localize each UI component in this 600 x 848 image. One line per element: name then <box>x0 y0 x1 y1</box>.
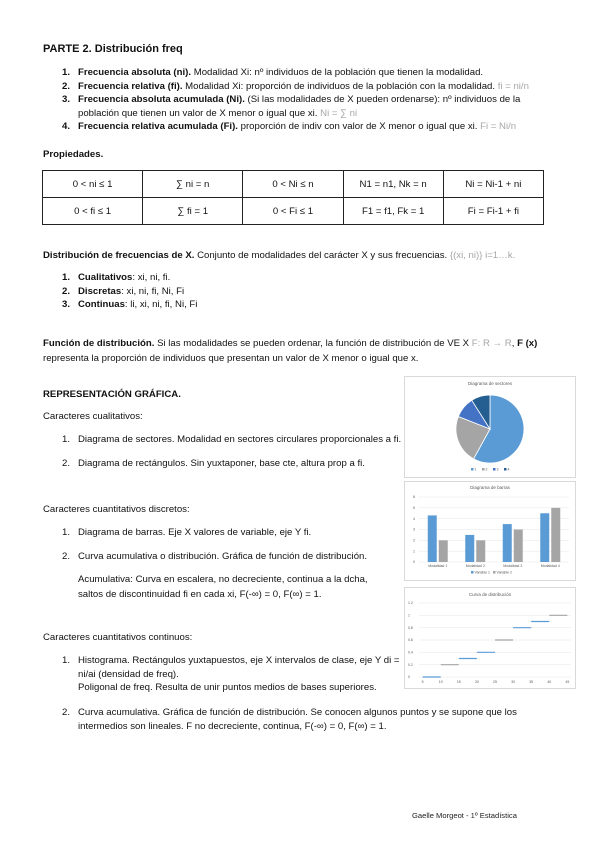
y-tick-label: 3 <box>413 527 415 532</box>
item-number: 3. <box>62 299 71 310</box>
list-item <box>62 457 422 471</box>
x-tick-label: Modalidad 3 <box>503 564 523 568</box>
chart-title: Curva de distribución <box>468 592 512 597</box>
item-text: Diagrama de sectores. Modalidad en sectores circulares proporcionales a fi. <box>78 434 402 445</box>
bar-chart <box>404 481 576 581</box>
distribution-function-paragraph <box>43 336 553 366</box>
y-tick-label: 1 <box>408 613 410 618</box>
definition-item <box>62 120 562 134</box>
x-tick-label: 20 <box>474 680 479 684</box>
legend-label: 3 <box>496 467 499 472</box>
dist-function-text-end: representa la proporción de individuos que presentan un valor de X menor o igual que x. <box>43 353 419 364</box>
definition-text: Modalidad Xi: proporción de individuos de la población con la modalidad. <box>182 80 498 92</box>
discrete-heading: Caracteres cuantitativos discretos: <box>43 504 190 515</box>
bar <box>503 524 512 562</box>
table-cell: 0 < Ni ≤ n <box>243 171 343 198</box>
item-text: Diagrama de barras. Eje X valores de variable, eje Y fi. <box>78 527 312 538</box>
item-number: 2. <box>62 457 71 469</box>
discrete-note: Acumulativa: Curva en escalera, no decreciente, continua a la dcha, saltos de discontinuidad fi en cada xi, F(-∞) = 0, F(∞) = 1. <box>78 574 368 600</box>
table-cell: ∑ ni = n <box>143 171 243 198</box>
table-row <box>43 171 544 198</box>
table-cell: 0 < Fi ≤ 1 <box>243 198 343 225</box>
item-text: Diagrama de rectángulos. Sin yuxtaponer, base cte, altura prop a fi. <box>78 457 365 469</box>
table-cell: 0 < fi ≤ 1 <box>43 198 143 225</box>
continuous-heading: Caracteres cuantitativos continuos: <box>43 632 193 643</box>
properties-heading: Propiedades. <box>43 149 104 160</box>
qualitative-heading: Caracteres cualitativos: <box>43 411 143 422</box>
x-tick-label: 40 <box>547 680 552 684</box>
dist-function-term: Función de distribución. <box>43 338 155 349</box>
bar <box>540 513 549 562</box>
discrete-list <box>62 526 402 563</box>
y-tick-label: 1.2 <box>408 601 413 606</box>
bar <box>439 540 448 562</box>
dist-function-formula: F: R → R <box>471 338 512 349</box>
list-item <box>62 550 402 564</box>
bar <box>551 508 560 562</box>
x-tick-label: Modalidad 4 <box>540 564 560 568</box>
y-tick-label: 5 <box>413 506 415 511</box>
table-cell: ∑ fi = 1 <box>143 198 243 225</box>
type-item <box>62 285 462 299</box>
bar <box>428 515 437 562</box>
x-tick-label: Modalidad 2 <box>465 564 485 568</box>
x-tick-label: 10 <box>438 680 443 684</box>
item-number: 4. <box>62 121 71 132</box>
y-tick-label: 0.2 <box>408 662 413 667</box>
distribution-types-list <box>62 271 462 312</box>
item-extra: Poligonal de freq. Resulta de unir puntos medios de bases superiores. <box>78 682 377 693</box>
definition-text: (Si las modalidades de X pueden ordenarse): nº individuos de la población que tienen un valor de X menor o igual que xi. <box>78 94 521 119</box>
definition-item <box>62 66 562 80</box>
type-text: : li, xi, ni, fi, Ni, Fi <box>124 299 198 310</box>
legend-swatch <box>471 468 474 471</box>
distribution-formula: {(xi, ni)} i=1…k. <box>449 250 516 261</box>
y-tick-label: 0.4 <box>408 650 413 655</box>
y-tick-label: 0.8 <box>408 625 413 630</box>
legend-label: 1 <box>474 467 477 472</box>
continuous-list-2 <box>62 706 552 733</box>
y-tick-label: 0 <box>408 675 410 680</box>
table-cell: Ni = Ni-1 + ni <box>443 171 543 198</box>
legend-swatch <box>471 571 474 574</box>
item-number: 2. <box>62 80 71 92</box>
x-tick-label: 35 <box>529 680 534 684</box>
table-row <box>43 198 544 225</box>
properties-table <box>42 170 544 225</box>
dist-function-fx: F (x) <box>517 338 538 349</box>
definition-term: Frecuencia absoluta acumulada (Ni). <box>78 94 245 105</box>
table-cell: 0 < ni ≤ 1 <box>43 171 143 198</box>
item-number: 1. <box>62 434 71 445</box>
page-title: PARTE 2. Distribución freq <box>43 43 183 55</box>
legend-label: Variable 1 <box>474 570 491 575</box>
y-tick-label: 2 <box>413 538 415 543</box>
continuous-list-1 <box>62 654 407 695</box>
chart-title: Diagrama de barras <box>470 485 510 490</box>
legend-label: Variable 2 <box>496 570 513 575</box>
y-tick-label: 0.6 <box>408 638 413 643</box>
y-tick-label: 1 <box>413 549 415 554</box>
item-number: 2. <box>62 550 71 562</box>
type-item <box>62 271 462 285</box>
item-number: 1. <box>62 655 71 666</box>
definition-term: Frecuencia relativa acumulada (Fi). <box>78 121 238 132</box>
dist-function-text: Si las modalidades se pueden ordenar, la función de distribución de VE X <box>154 338 472 349</box>
graphic-heading: REPRESENTACIÓN GRÁFICA. <box>43 389 181 400</box>
list-item <box>62 706 552 733</box>
item-number: 3. <box>62 94 71 105</box>
legend-swatch <box>504 468 507 471</box>
bar <box>465 535 474 562</box>
item-text: Histograma. Rectángulos yuxtapuestos, eje X intervalos de clase, eje Y di = ni/ai (densidad de freq). <box>78 655 400 680</box>
x-tick-label: 25 <box>493 680 497 684</box>
item-number: 1. <box>62 527 71 538</box>
definition-formula: fi = ni/n <box>497 80 529 92</box>
x-tick-label: 30 <box>511 680 516 684</box>
definition-item <box>62 93 562 120</box>
type-item <box>62 298 462 312</box>
definition-formula: Ni = ∑ ni <box>320 107 358 119</box>
distribution-term: Distribución de frecuencias de X. <box>43 250 195 261</box>
footer-author: Gaelle Morgeot - 1º Estadística <box>412 811 517 820</box>
legend-swatch <box>482 468 485 471</box>
legend-swatch <box>493 571 496 574</box>
legend-label: 4 <box>507 467 510 472</box>
x-tick-label: 5 <box>421 680 424 684</box>
item-number: 1. <box>62 272 71 283</box>
type-term: Continuas <box>78 299 125 310</box>
type-term: Discretas <box>78 285 122 297</box>
x-tick-label: Modalidad 1 <box>428 564 448 568</box>
legend-swatch <box>493 468 496 471</box>
definition-term: Frecuencia relativa (fi). <box>78 80 183 92</box>
bar <box>514 530 523 563</box>
qualitative-list <box>62 433 422 470</box>
pie-svg <box>405 377 575 477</box>
table-cell: Fi = Fi-1 + fi <box>443 198 543 225</box>
type-term: Cualitativos <box>78 272 133 283</box>
definition-text: Modalidad Xi: nº individuos de la población que tienen la modalidad. <box>191 67 484 78</box>
pie-chart <box>404 376 576 478</box>
definition-item <box>62 80 562 94</box>
distribution-curve-chart <box>404 587 576 689</box>
type-text: : xi, ni, fi, Ni, Fi <box>121 285 185 297</box>
bar <box>476 540 485 562</box>
distribution-text: Conjunto de modalidades del carácter X y sus frecuencias. <box>194 250 450 261</box>
item-number: 2. <box>62 707 71 718</box>
definition-formula: Fi = Ni/n <box>480 121 517 132</box>
y-tick-label: 6 <box>413 495 415 500</box>
dist-function-sep: , <box>511 338 518 349</box>
distribution-paragraph <box>43 248 553 263</box>
table-cell: N1 = n1, Nk = n <box>343 171 443 198</box>
type-text: : xi, ni, fi. <box>132 272 171 283</box>
definitions-list <box>62 66 562 134</box>
step-svg <box>405 588 575 688</box>
x-tick-label: 15 <box>456 680 461 684</box>
y-tick-label: 4 <box>413 516 415 521</box>
legend-label: 2 <box>485 467 488 472</box>
list-item <box>62 433 422 447</box>
list-item <box>62 654 407 695</box>
chart-title: Diagrama de sectores <box>467 381 513 386</box>
table-cell: F1 = f1, Fk = 1 <box>343 198 443 225</box>
item-text: Curva acumulativa o distribución. Gráfica de función de distribución. <box>78 550 368 562</box>
definition-term: Frecuencia absoluta (ni). <box>78 67 192 78</box>
definition-text: proporción de indiv con valor de X menor o igual que xi. <box>237 121 481 132</box>
item-number: 1. <box>62 67 71 78</box>
bar-svg <box>405 482 575 580</box>
y-tick-label: 0 <box>413 560 415 565</box>
item-number: 2. <box>62 285 71 297</box>
item-text: Curva acumulativa. Gráfica de función de distribución. Se conocen algunos puntos y se supone que los intermedios son lineales. F no decreciente, continua, F(-∞) = 0, F(∞) = 1. <box>78 707 517 732</box>
list-item <box>62 526 402 540</box>
x-tick-label: 45 <box>565 680 570 684</box>
